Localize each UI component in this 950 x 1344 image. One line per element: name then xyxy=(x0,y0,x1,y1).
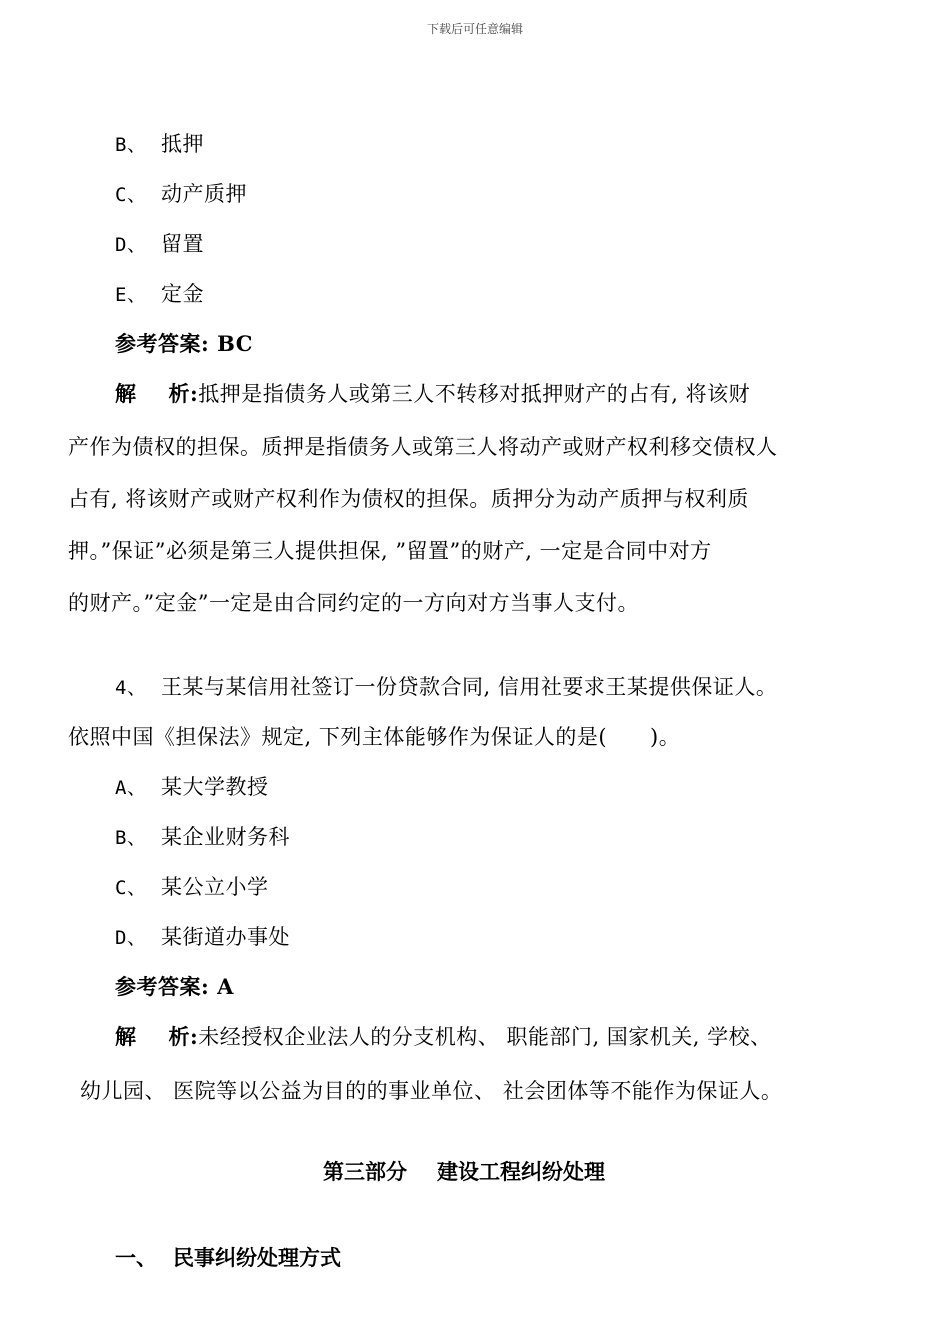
option-text: 留置 xyxy=(161,232,204,256)
option-text: 某企业财务科 xyxy=(161,825,290,849)
part-title-left: 第三部分 xyxy=(323,1159,407,1184)
q3-analysis-line-4: 押。”保证”必须是第三人提供担保, ”留置”的财产, 一定是合同中对方 xyxy=(68,539,712,563)
option-letter: C、 xyxy=(115,184,147,206)
answer-value: BC xyxy=(217,331,253,356)
q3-analysis-line-1 xyxy=(115,378,750,408)
section-heading xyxy=(115,1242,341,1272)
stem-text: 王某与某信用社签订一份贷款合同, 信用社要求王某提供保证人。 xyxy=(161,675,778,699)
q4-analysis-line-2: 幼儿园、 医院等以公益为目的的事业单位、 社会团体等不能作为保证人。 xyxy=(80,1079,783,1103)
analysis-label-2: 析: xyxy=(168,1024,199,1049)
analysis-label-1: 解 xyxy=(115,1024,137,1049)
q4-option-d xyxy=(115,921,290,951)
option-letter: D、 xyxy=(115,234,147,256)
part-title-right: 建设工程纠纷处理 xyxy=(437,1159,605,1184)
q4-option-b xyxy=(115,821,290,851)
option-letter: B、 xyxy=(115,827,147,849)
option-text: 某公立小学 xyxy=(161,875,269,899)
option-letter: B、 xyxy=(115,134,147,156)
section-text: 民事纠纷处理方式 xyxy=(173,1245,341,1270)
analysis-text: 抵押是指债务人或第三人不转移对抵押财产的占有, 将该财 xyxy=(198,382,751,406)
q3-analysis-line-5: 的财产。”定金”一定是由合同约定的一方向对方当事人支付。 xyxy=(68,591,639,615)
option-text: 动产质押 xyxy=(161,182,247,206)
section-number: 一、 xyxy=(115,1245,157,1270)
q3-answer xyxy=(115,328,253,358)
option-text: 某街道办事处 xyxy=(161,925,290,949)
q4-option-a xyxy=(115,771,269,801)
option-letter: C、 xyxy=(115,877,147,899)
q4-analysis-line-1 xyxy=(115,1021,772,1051)
analysis-label-1: 解 xyxy=(115,381,137,406)
q4-stem-line-2: 依照中国《担保法》规定, 下列主体能够作为保证人的是( )。 xyxy=(68,725,681,749)
option-letter: E、 xyxy=(115,284,147,306)
q3-analysis-line-2: 产作为债权的担保。质押是指债务人或第三人将动产或财产权利移交债权人 xyxy=(68,435,778,459)
answer-label: 参考答案: xyxy=(115,331,210,356)
analysis-label-2: 析: xyxy=(168,381,199,406)
q3-option-d xyxy=(115,228,204,258)
answer-label: 参考答案: xyxy=(115,974,210,999)
q4-answer xyxy=(115,971,234,1001)
option-text: 抵押 xyxy=(161,132,204,156)
q4-stem-line-1 xyxy=(115,671,777,701)
question-number: 4、 xyxy=(115,677,147,699)
analysis-text: 未经授权企业法人的分支机构、 职能部门, 国家机关, 学校、 xyxy=(198,1025,772,1049)
option-text: 某大学教授 xyxy=(161,775,269,799)
q4-option-c xyxy=(115,871,269,901)
page-header: 下载后可任意编辑 xyxy=(426,22,523,36)
option-text: 定金 xyxy=(161,282,204,306)
part-title xyxy=(323,1156,605,1186)
q3-option-c xyxy=(115,178,247,208)
answer-value: A xyxy=(217,974,234,999)
q3-analysis-line-3: 占有, 将该财产或财产权利作为债权的担保。质押分为动产质押与权利质 xyxy=(68,487,749,511)
q3-option-e xyxy=(115,278,204,308)
option-letter: D、 xyxy=(115,927,147,949)
q3-option-b xyxy=(115,128,204,158)
option-letter: A、 xyxy=(115,777,147,799)
